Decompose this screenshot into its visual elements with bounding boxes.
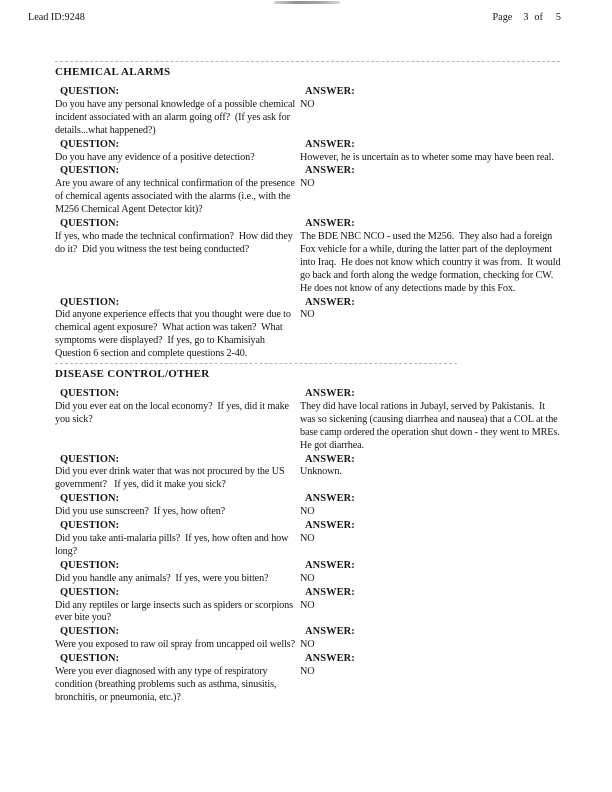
- answer-cell: [300, 454, 561, 480]
- answer-text: NO: [300, 599, 315, 611]
- qa-row: [55, 297, 561, 362]
- answer-cell: [300, 560, 561, 586]
- qa-row: [55, 165, 561, 217]
- question-text: Did you ever drink water that was not procured by the US government? If yes, did it make you sick?: [55, 466, 287, 491]
- questionnaire-section: [55, 61, 561, 361]
- question-text: Do you have any evidence of a positive detection?: [55, 151, 255, 163]
- qa-row: [55, 520, 561, 559]
- answer-cell: [300, 520, 561, 546]
- answer-cell: [300, 165, 561, 191]
- qa-row: [55, 86, 561, 138]
- answer-label: ANSWER:: [305, 453, 355, 465]
- question-cell: [55, 653, 300, 705]
- answer-label: ANSWER:: [305, 559, 355, 571]
- page-header: [28, 12, 561, 24]
- answer-text: They did have local rations in Jubayl, served by Pakistanis. It was so sickening (causing diarrhea and nausea) that a COL at the base camp ordered the operation shut down - they went to MREs. He got diarrhea.: [300, 400, 565, 451]
- question-cell: [55, 587, 300, 626]
- qa-row: [55, 493, 561, 519]
- answer-label: ANSWER:: [305, 296, 355, 308]
- question-cell: [55, 218, 300, 257]
- question-text: Did anyone experience effects that you thought were due to chemical agent exposure? What action was taken? What symptoms were displayed? If yes, go to Khamisiyah Question 6 section and complete questions 2-40.: [55, 309, 294, 360]
- qa-row: [55, 626, 561, 652]
- answer-cell: [300, 86, 561, 112]
- question-label: QUESTION:: [60, 653, 120, 665]
- question-cell: [55, 454, 300, 493]
- question-cell: [55, 86, 300, 138]
- question-label: QUESTION:: [60, 520, 120, 532]
- answer-cell: [300, 587, 561, 613]
- qa-rows: [55, 388, 565, 705]
- answer-cell: [300, 653, 561, 679]
- question-label: QUESTION:: [60, 493, 120, 505]
- section-divider-rule: [55, 363, 457, 364]
- qa-row: [55, 139, 561, 165]
- answer-text: NO: [300, 533, 315, 544]
- lead-id: Lead ID:9248: [28, 12, 85, 23]
- answer-text: NO: [300, 506, 315, 518]
- question-cell: [55, 165, 300, 217]
- question-label: QUESTION:: [60, 218, 120, 230]
- question-label: QUESTION:: [60, 586, 120, 598]
- scan-artifact-line: [274, 1, 340, 4]
- answer-text: NO: [300, 572, 315, 584]
- answer-text: NO: [300, 309, 315, 321]
- question-text: Did you use sunscreen? If yes, how often?: [55, 506, 226, 518]
- qa-row: [55, 587, 561, 626]
- answer-label: ANSWER:: [305, 520, 355, 532]
- question-label: QUESTION:: [60, 626, 120, 638]
- question-cell: [55, 626, 300, 652]
- answer-label: ANSWER:: [305, 388, 355, 400]
- question-label: QUESTION:: [60, 138, 120, 150]
- question-label: QUESTION:: [60, 296, 120, 308]
- question-cell: [55, 560, 300, 586]
- answer-text: The BDE NBC NCO - used the M256. They also had a foreign Fox vehicle for a while, during the latter part of the deployment into Iraq. He does not know which country it was from. It would go back and forth along the wedge formation, checking for CW. He does not know of any detections made by this Fox.: [300, 230, 563, 294]
- answer-label: ANSWER:: [305, 653, 355, 665]
- answer-cell: [300, 388, 565, 453]
- answer-text: NO: [300, 178, 315, 190]
- answer-text: NO: [300, 98, 315, 110]
- section-title: CHEMICAL ALARMS: [55, 66, 171, 78]
- answer-cell: [300, 139, 561, 165]
- question-text: Did any reptiles or large insects such as spiders or scorpions ever bite you?: [55, 599, 296, 624]
- answer-label: ANSWER:: [305, 165, 355, 177]
- page-total: 5: [555, 12, 561, 23]
- answer-label: ANSWER:: [305, 138, 355, 150]
- answer-label: ANSWER:: [305, 86, 355, 97]
- question-text: Did you ever eat on the local economy? If yes, did it make you sick?: [55, 400, 292, 425]
- section-title: DISEASE CONTROL/OTHER: [55, 368, 210, 381]
- question-cell: [55, 139, 300, 165]
- answer-label: ANSWER:: [305, 493, 355, 505]
- answer-cell: [300, 493, 561, 519]
- answer-text: NO: [300, 666, 315, 678]
- question-cell: [55, 493, 300, 519]
- question-text: Were you ever diagnosed with any type of respiratory condition (breathing problems such as asthma, sinusitis, bronchitis, or pneumonia, etc.)?: [55, 666, 279, 703]
- answer-text: However, he is uncertain as to wheter some may have been real.: [300, 151, 554, 163]
- question-text: Were you exposed to raw oil spray from uncapped oil wells?: [55, 639, 296, 651]
- question-cell: [55, 297, 300, 362]
- question-label: QUESTION:: [60, 388, 120, 400]
- question-label: QUESTION:: [60, 165, 120, 177]
- answer-label: ANSWER:: [305, 626, 355, 638]
- questionnaire-section: [55, 363, 565, 705]
- qa-row: [55, 560, 561, 586]
- question-label: QUESTION:: [60, 86, 120, 97]
- question-cell: [55, 388, 300, 427]
- qa-row: [55, 454, 561, 493]
- section-divider-rule: [55, 61, 560, 62]
- answer-cell: [300, 297, 561, 323]
- page-word: Page: [492, 12, 513, 23]
- answer-label: ANSWER:: [305, 218, 355, 230]
- answer-cell: [300, 626, 561, 652]
- answer-label: ANSWER:: [305, 586, 355, 598]
- question-label: QUESTION:: [60, 453, 120, 465]
- question-text: Are you aware of any technical confirmation of the presence of chemical agents associated with the alarms (i.e., with the M256 Chemical Agent Detector kit)?: [55, 178, 298, 216]
- question-label: QUESTION:: [60, 559, 120, 571]
- question-text: Did you take anti-malaria pills? If yes, how often and how long?: [55, 533, 291, 557]
- questionnaire-body: [55, 59, 565, 706]
- qa-row: [55, 653, 561, 705]
- page-number: [493, 12, 562, 24]
- question-cell: [55, 520, 300, 559]
- qa-row: [55, 218, 561, 295]
- page-current: 3: [523, 12, 529, 23]
- page-of-word: of: [534, 12, 543, 23]
- qa-row: [55, 388, 565, 453]
- answer-cell: [300, 218, 561, 295]
- answer-text: Unknown.: [300, 466, 342, 478]
- qa-rows: [55, 86, 561, 361]
- question-text: Did you handle any animals? If yes, were you bitten?: [55, 572, 269, 584]
- answer-text: NO: [300, 639, 315, 651]
- question-text: Do you have any personal knowledge of a possible chemical incident associated with an alarm going off? (If yes ask for details...what happened?): [55, 98, 298, 136]
- question-text: If yes, who made the technical confirmation? How did they do it? Did you witness the test being conducted?: [55, 230, 296, 255]
